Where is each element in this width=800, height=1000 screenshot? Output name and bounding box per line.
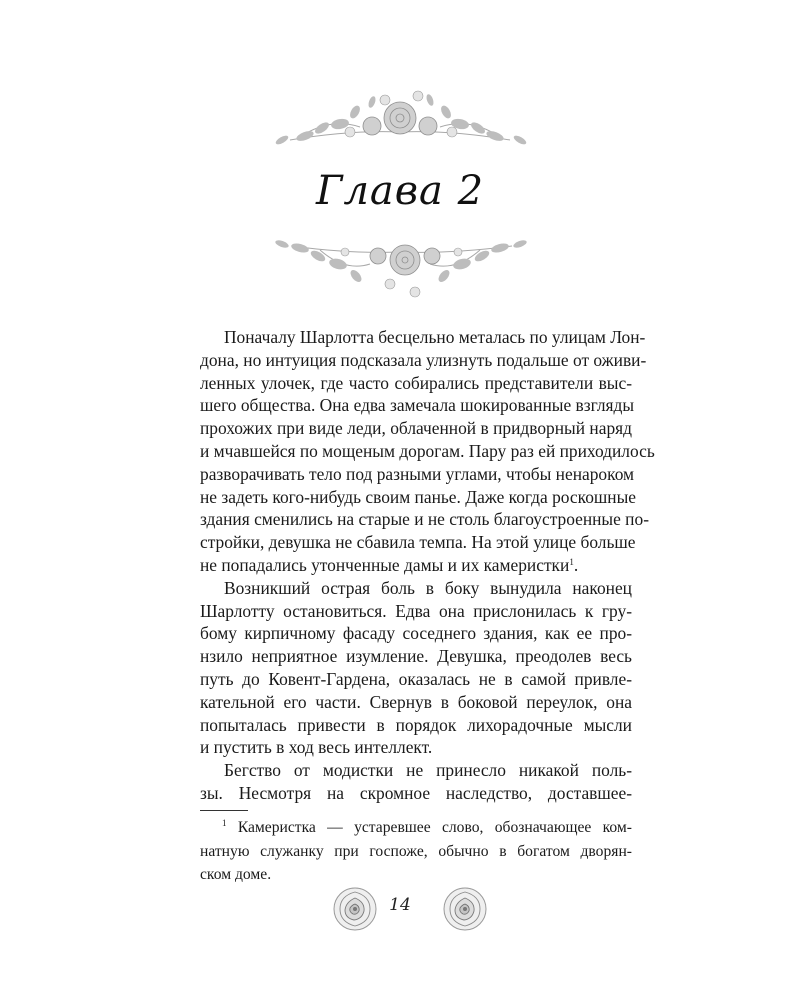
text-line-content: не попадались утонченные дамы и их камеристки	[200, 554, 570, 575]
text-line: не задеть кого-нибудь своим панье. Даже когда роскошные	[200, 486, 637, 507]
text-line: путь до Ковент-Гардена, оказалась не в самой привле-	[200, 668, 632, 689]
footnote-line: натную служанку при госпоже, обычно в богатом дворян-	[200, 842, 632, 860]
footnote-marker: 1	[569, 556, 574, 567]
footnote-number: 1	[222, 818, 227, 828]
text-line: бому кирпичному фасаду соседнего здания, как ее про-	[200, 623, 632, 644]
text-line: шего общества. Она едва замечала шокированные взгляды	[200, 395, 635, 416]
text-line: зы. Несмотря на скромное наследство, доставшее-	[200, 782, 632, 803]
rose-icon	[440, 884, 490, 934]
footnote-line: ском доме.	[200, 866, 272, 883]
text-line: не попадались утонченные дамы и их камеристки$^1$.	[200, 554, 579, 575]
rose-icon	[330, 884, 380, 934]
page-number: 14	[389, 895, 411, 915]
text-line: Возникший острая боль в боку вынудила наконец	[224, 577, 632, 598]
text-line: здания сменились на старые и не столь благоустроенные по-	[200, 509, 649, 530]
floral-garland-icon	[0, 232, 800, 307]
text-line: Поначалу Шарлотта бесцельно металась по улицам Лон-	[224, 327, 646, 347]
page-footer	[0, 880, 800, 940]
footnote-line	[200, 816, 632, 840]
footnote-line-content: Камеристка — устаревшее слово, обозначающее ком-	[237, 819, 632, 836]
floral-garland-icon	[0, 82, 800, 157]
text-line: и мчавшейся по мощеным дорогам. Пару раз ей приходилось	[200, 440, 655, 461]
text-line: и пустить в ход весь интеллект.	[200, 737, 433, 758]
footnote	[200, 816, 632, 887]
chapter-title: Глава 2	[315, 168, 485, 214]
text-line: кательной его части. Свернув в боковой переулок, она	[200, 691, 632, 712]
text-line: Бегство от модистки не принесло никакой поль-	[224, 760, 632, 781]
body-text	[200, 326, 655, 805]
text-line: дона, но интуиция подсказала улизнуть подальше от оживи-	[200, 349, 647, 370]
text-line: разворачивать тело под разными углами, чтобы ненароком	[200, 463, 635, 484]
footnote-divider	[200, 810, 248, 811]
text-line: Шарлотту остановиться. Едва она прислонилась к гру-	[200, 600, 632, 621]
text-line: стройки, девушка не сбавила темпа. На этой улице больше	[200, 532, 636, 553]
text-line: попыталась привести в порядок лихорадочные мысли	[200, 714, 632, 735]
text-line: ленных улочек, где часто собирались представители выс-	[200, 372, 632, 393]
text-line: прохожих при виде леди, облаченной в придворный наряд	[200, 418, 632, 439]
text-line: нзило неприятное изумление. Девушка, преодолев весь	[200, 646, 632, 667]
